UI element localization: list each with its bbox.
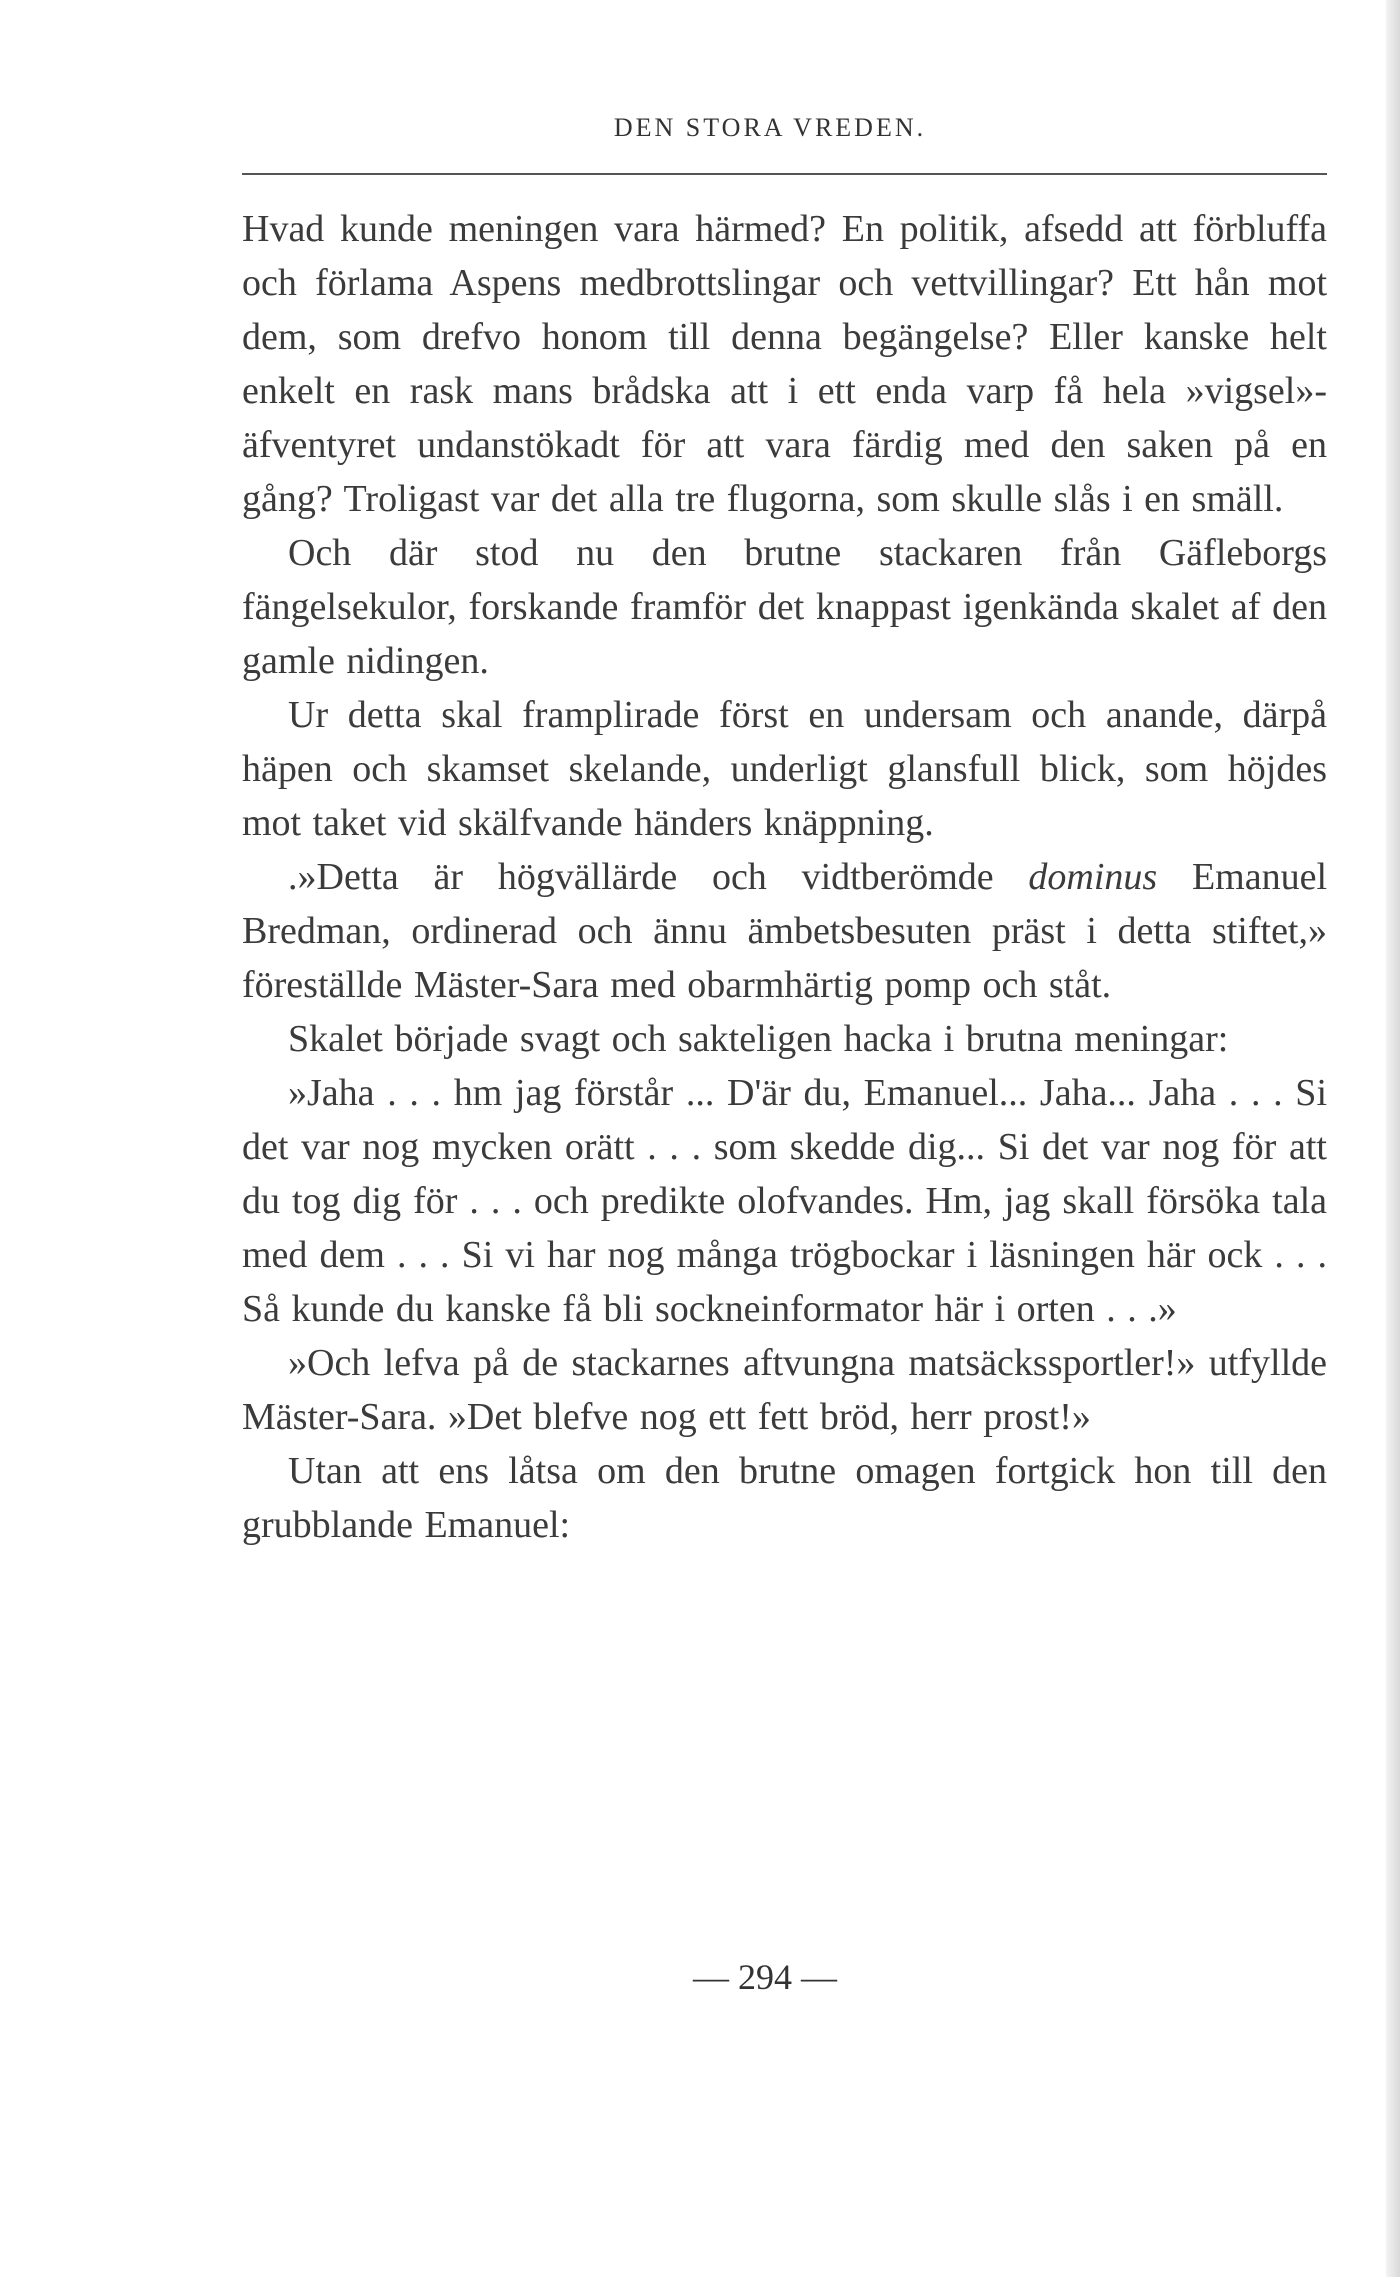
running-title: DEN STORA VREDEN.: [613, 113, 927, 142]
paragraph: Skalet började svagt och sakteligen hacka i brutna meningar:: [288, 1018, 1229, 1060]
paragraph: Hvad kunde meningen vara härmed? En politik, afsedd att förbluffa och förlama Aspens medbrottslingar och vettvillingar? Ett hån mot dem, som drefvo honom till denna begängelse? Eller kanske helt enkelt en rask mans brådska att i ett enda varp få hela »vigsel»-äfventyret undanstökadt för att vara färdig med den saken på en gång? Troligast var det alla tre flugorna, som skulle slås i en smäll.: [242, 208, 1327, 520]
header-rule: [242, 173, 1327, 175]
paragraph: Utan att ens låtsa om den brutne omagen fortgick hon till den grubblande Emanuel:: [242, 1450, 1327, 1546]
page-edge: [1386, 0, 1400, 2277]
body-text: [242, 202, 1327, 1552]
page-number: — 294 —: [693, 1957, 837, 1997]
paragraph: Ur detta skal framplirade först en undersam och anande, därpå häpen och skamset skelande, underligt glansfull blick, som höjdes mot taket vid skälfvande händers knäppning.: [242, 694, 1327, 844]
running-header: [0, 113, 1400, 143]
paragraph: .»Detta är högvällärde och vidtberömde dominus Emanuel Bredman, ordinerad och ännu ämbetsbesuten präst i detta stiftet,» föreställde Mäster-Sara med obarmhärtig pomp och ståt.: [242, 856, 1328, 1006]
paragraph: »Jaha . . . hm jag förstår ... D'är du, Emanuel... Jaha... Jaha . . . Si det var nog mycken orätt . . . som skedde dig... Si det var nog för att du tog dig för . . . och predikte olofvandes. Hm, jag skall försöka tala med dem . . . Si vi har nog många trögbockar i läsningen här ock . . . Så kunde du kanske få bli sockneinformator här i orten . . .»: [242, 1072, 1327, 1330]
paragraph: »Och lefva på de stackarnes aftvungna matsäckssportler!» utfyllde Mäster-Sara. »Det blefve nog ett fett bröd, herr prost!»: [242, 1342, 1327, 1438]
latin-term: dominus: [1028, 856, 1158, 898]
paragraph: Och där stod nu den brutne stackaren från Gäfleborgs fängelsekulor, forskande framför det knappast igenkända skalet af den gamle nidingen.: [242, 532, 1327, 682]
